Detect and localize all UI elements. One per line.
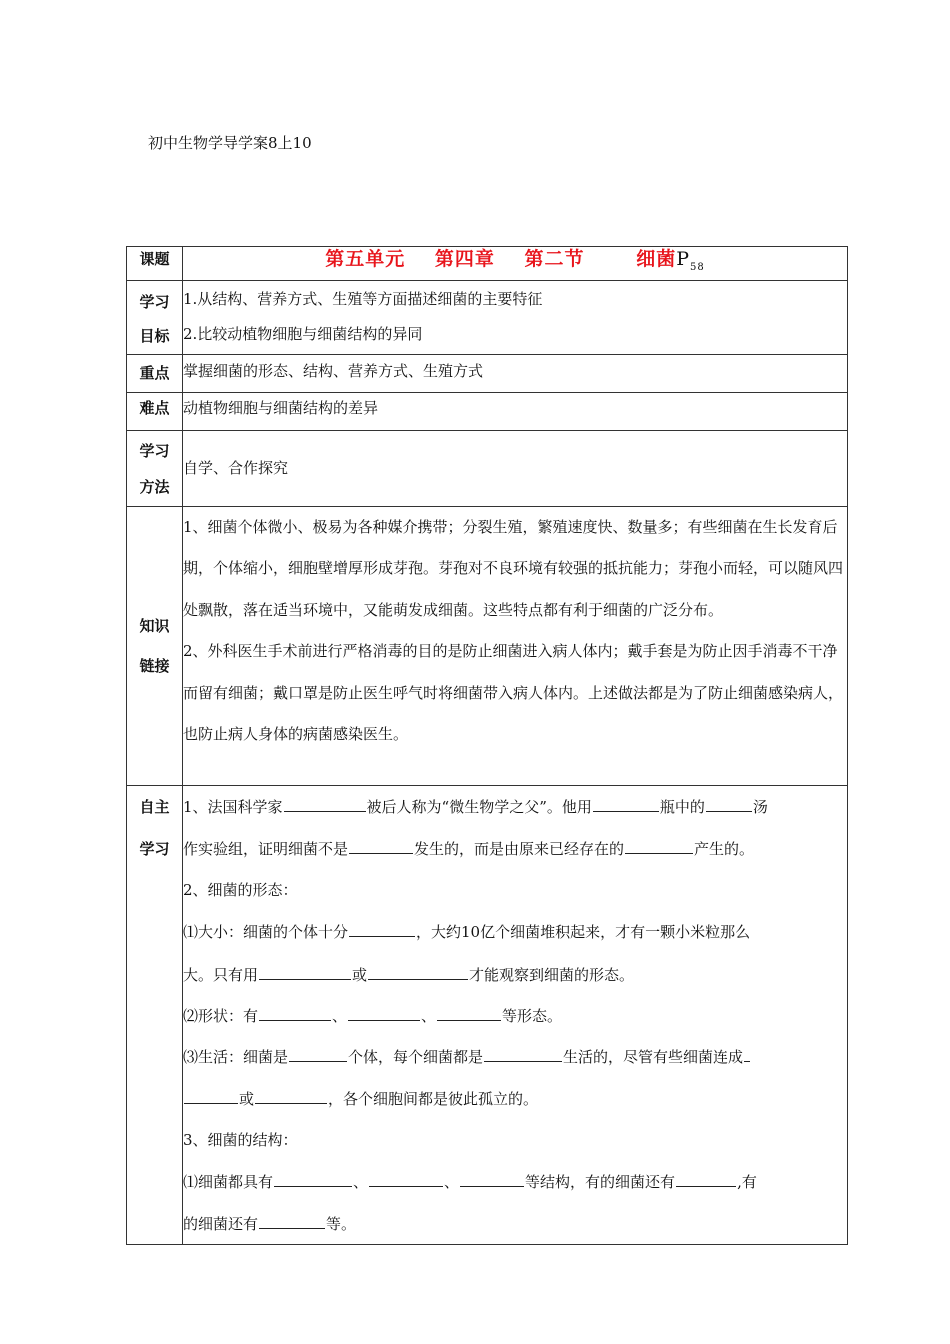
question-line: 的细菌还有 等。 <box>183 1214 357 1233</box>
answer-blank[interactable] <box>348 1019 420 1021</box>
answer-blank[interactable] <box>676 1185 736 1187</box>
objectives-content <box>183 280 848 354</box>
title-page-ref: $P_{58}$ <box>676 248 705 273</box>
question-line: 大。只有用 或 才能观察到细菌的形态。 <box>183 965 635 984</box>
self-study-label: 自主 学习 <box>127 785 183 1244</box>
knowledge-paragraph-2: 2、外科医生手术前进行严格消毒的目的是防止细菌进入病人体内；戴手套是为防止因手消毒不干净而留有细菌；戴口罩是防止医生呼气时将细菌带入病人体内。上述做法都是为了防止细菌感染病人，也防止病人身体的病菌感染医生。 <box>183 642 844 744</box>
difficulties-label: 难点 <box>127 392 183 430</box>
self-study-row <box>127 785 848 1244</box>
question-line: ⑴细菌都具有 、 、 等结构，有的细菌还有 ,有 <box>183 1172 757 1191</box>
knowledge-content <box>183 506 848 785</box>
title-topic: 细菌 <box>636 248 677 270</box>
title-unit: 第五单元 <box>325 248 406 270</box>
objectives-row <box>127 280 848 354</box>
section-heading: 3、细菌的结构： <box>183 1130 298 1149</box>
question-line: 作实验组，证明细菌不是 发生的，而是由原来已经存在的 产生的。 <box>183 839 755 858</box>
answer-blank[interactable] <box>369 1185 443 1187</box>
question-line: ⑵形状：有 、 、 等形态。 <box>183 1006 563 1025</box>
document-header: 初中生物学导学案8上10 <box>148 134 312 152</box>
knowledge-paragraph-1: 1、细菌个体微小、极易为各种媒介携带；分裂生殖，繁殖速度快、数量多；有些细菌在生长发育后期，个体缩小，细胞壁增厚形成芽孢。芽孢对不良环境有较强的抵抗能力；芽孢小而轻，可以随风四处飘散，落在适当环境中，又能萌发成细菌。这些特点都有利于细菌的广泛分布。 <box>183 517 844 619</box>
method-text: 自学、合作探究 <box>183 430 848 506</box>
answer-blank[interactable] <box>744 1060 750 1062</box>
answer-blank[interactable] <box>284 810 366 812</box>
answer-blank[interactable] <box>349 935 415 937</box>
answer-blank[interactable] <box>274 1185 352 1187</box>
study-guide-table <box>126 246 848 1245</box>
answer-blank[interactable] <box>259 978 351 980</box>
knowledge-row <box>127 506 848 785</box>
method-row <box>127 430 848 506</box>
difficulties-text: 动植物细胞与细菌结构的差异 <box>183 392 848 430</box>
self-study-content <box>183 785 848 1244</box>
answer-blank[interactable] <box>593 810 659 812</box>
answer-blank[interactable] <box>460 1185 524 1187</box>
answer-blank[interactable] <box>184 1102 238 1104</box>
question-line: ⑴大小：细菌的个体十分 ，大约10亿个细菌堆积起来，才有一颗小米粒那么 <box>183 922 751 941</box>
answer-blank[interactable] <box>255 1102 327 1104</box>
key-points-label: 重点 <box>127 354 183 392</box>
question-line: 或 ，各个细胞间都是彼此孤立的。 <box>183 1078 847 1120</box>
answer-blank[interactable] <box>259 1227 325 1229</box>
question-line: ⑶生活：细菌是 个体，每个细菌都是 生活的，尽管有些细菌连成 <box>183 1036 847 1078</box>
title-row <box>127 247 848 281</box>
title-chapter: 第四章 <box>434 248 495 270</box>
answer-blank[interactable] <box>706 810 752 812</box>
answer-blank[interactable] <box>368 978 468 980</box>
lesson-title <box>183 247 848 281</box>
key-points-row <box>127 354 848 392</box>
method-label: 学习 方法 <box>127 430 183 506</box>
answer-blank[interactable] <box>349 852 413 854</box>
objective-item: 2.比较动植物细胞与细菌结构的异同 <box>183 324 423 343</box>
objectives-label: 学习 目标 <box>127 280 183 354</box>
section-heading: 2、细菌的形态： <box>183 880 298 899</box>
title-section: 第二节 <box>524 248 585 270</box>
answer-blank[interactable] <box>625 852 693 854</box>
knowledge-label: 知识 链接 <box>127 506 183 785</box>
difficulties-row <box>127 392 848 430</box>
objective-item: 1.从结构、营养方式、生殖等方面描述细菌的主要特征 <box>183 289 543 308</box>
answer-blank[interactable] <box>484 1060 562 1062</box>
answer-blank[interactable] <box>259 1019 331 1021</box>
title-label: 课题 <box>127 247 183 281</box>
answer-blank[interactable] <box>289 1060 347 1062</box>
question-line: 1、法国科学家 被后人称为“微生物学之父”。他用 瓶中的 汤 <box>183 797 768 816</box>
key-points-text: 掌握细菌的形态、结构、营养方式、生殖方式 <box>183 354 848 392</box>
answer-blank[interactable] <box>437 1019 501 1021</box>
